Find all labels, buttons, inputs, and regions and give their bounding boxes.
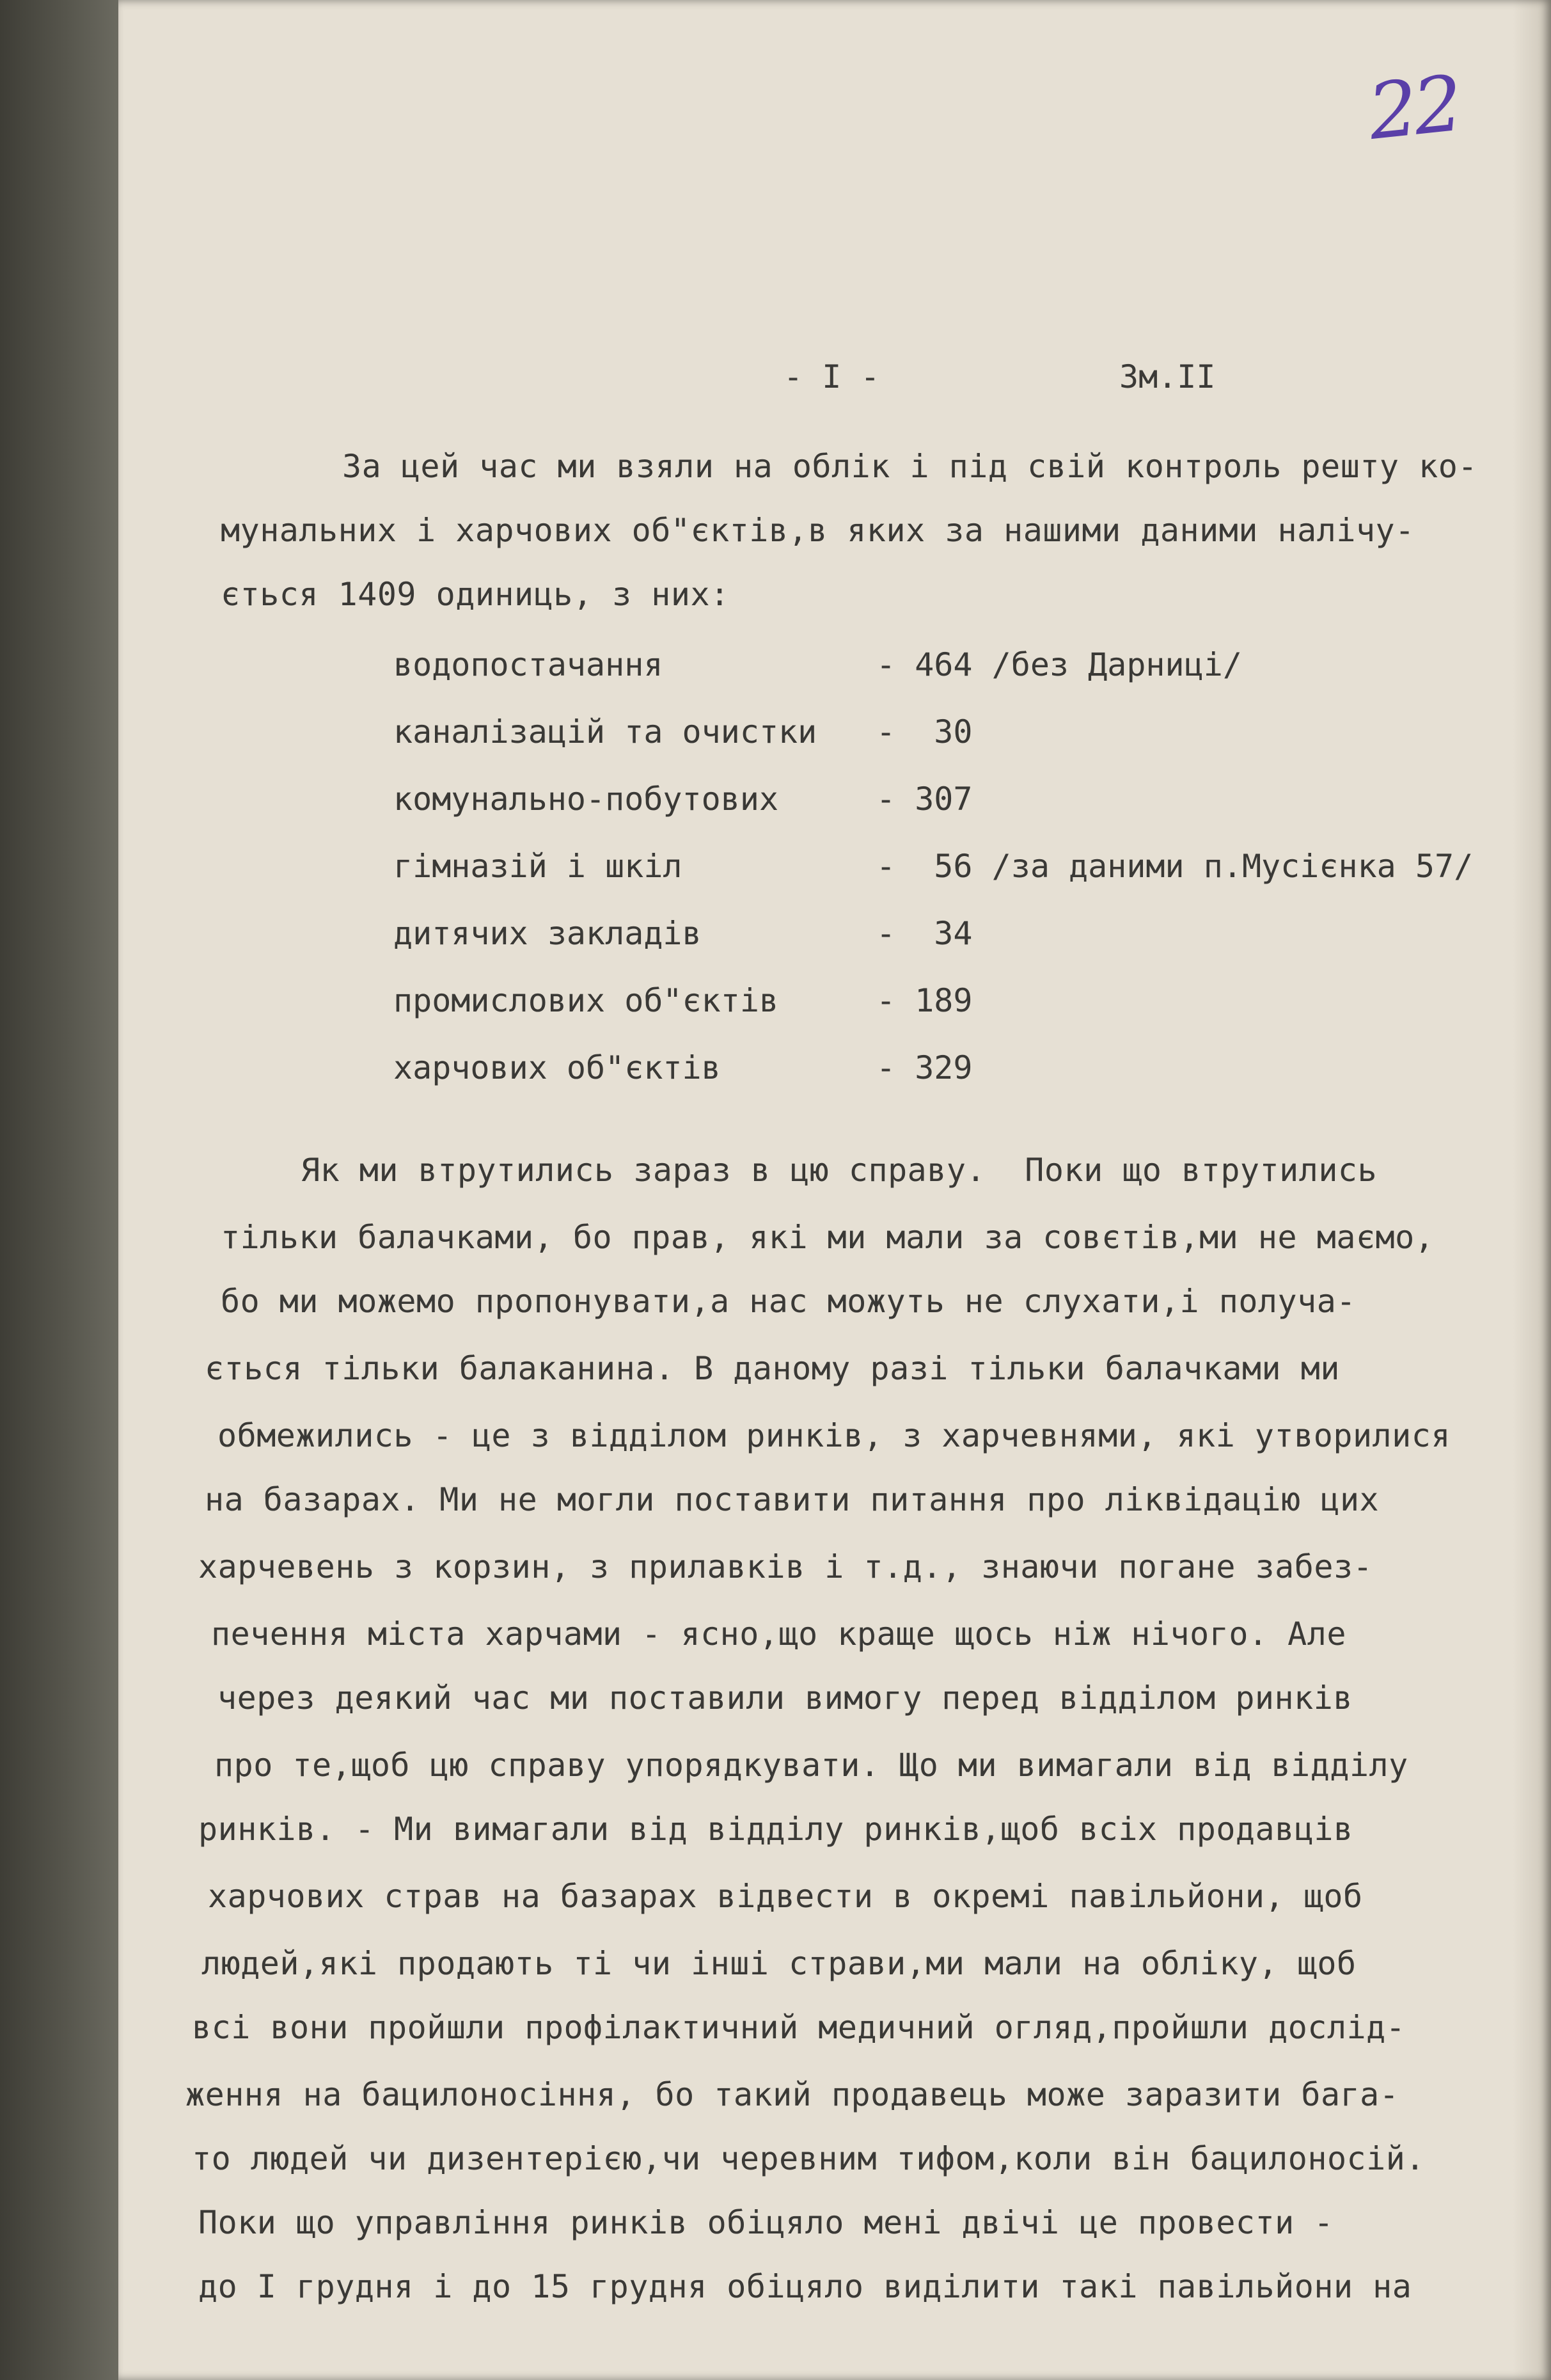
sheet-number-handwritten: 22: [1364, 60, 1463, 157]
body-line: обмежились - це з відділом ринків, з харчевнями, які утворилися: [217, 1417, 1451, 1454]
intro-line: мунальних і харчових об"єктів,в яких за нашими даними налічу-: [221, 512, 1415, 549]
body-line: через деякий час ми поставили вимогу перед відділом ринків: [217, 1679, 1353, 1717]
body-line: ринків. - Ми вимагали від відділу ринків,щоб всіх продавців: [198, 1811, 1353, 1848]
body-line: харчевень з корзин, з прилавків і т.д., знаючи погане забез-: [198, 1548, 1373, 1585]
body-line: Поки що управління ринків обіцяло мені двічі це провести -: [198, 2204, 1334, 2241]
body-line: людей,які продають ті чи інші страви,ми мали на обліку, щоб: [201, 1945, 1357, 1982]
object-category-label: водопостачання: [393, 646, 663, 683]
intro-line: За цей час ми взяли на облік і під свій контроль решту ко-: [342, 448, 1477, 485]
body-line: то людей чи дизентерією,чи черевним тифом,коли він бацилоносій.: [192, 2140, 1425, 2177]
object-category-value: - 464 /без Дарниці/: [876, 646, 1242, 683]
object-category-label: каналізацій та очистки: [393, 713, 817, 750]
object-category-label: гімназій і шкіл: [393, 848, 682, 885]
body-line: ється тільки балаканина. В даному разі тільки балачками ми: [205, 1350, 1340, 1387]
body-line: печення міста харчами - ясно,що краще щось ніж нічого. Але: [211, 1615, 1346, 1653]
page-marker: - I -: [783, 358, 880, 395]
object-category-label: дитячих закладів: [393, 915, 702, 952]
object-category-label: харчових об"єктів: [393, 1049, 721, 1086]
archive-background: [0, 0, 118, 2380]
object-category-value: - 34: [876, 915, 973, 952]
body-line: тільки балачками, бо прав, які ми мали за совєтів,ми не маємо,: [221, 1219, 1435, 1256]
object-category-label: промислових об"єктів: [393, 982, 779, 1019]
body-line: Як ми втрутились зараз в цю справу. Поки що втрутились: [301, 1152, 1378, 1189]
object-category-value: - 307: [876, 781, 973, 818]
body-line: харчових страв на базарах відвести в окремі павільйони, щоб: [208, 1878, 1363, 1915]
body-line: ження на бацилоносіння, бо такий продавець може заразити бага-: [185, 2076, 1399, 2113]
body-line: до І грудня і до 15 грудня обіцяло виділити такі павільйони на: [198, 2268, 1412, 2305]
object-category-label: комунально-побутових: [393, 781, 779, 818]
object-category-value: - 189: [876, 982, 973, 1019]
body-line: на базарах. Ми не могли поставити питання про ліквідацію цих: [205, 1481, 1380, 1518]
object-category-value: - 329: [876, 1049, 973, 1086]
body-line: всі вони пройшли профілактичний медичний огляд,пройшли дослід-: [192, 2009, 1406, 2046]
reference-code: Зм.II: [1119, 358, 1216, 395]
intro-line: ється 1409 одиниць, з них:: [221, 576, 730, 613]
object-category-value: - 30: [876, 713, 973, 750]
body-line: про те,щоб цю справу упорядкувати. Що ми вимагали від відділу: [214, 1747, 1408, 1784]
paper-edge-shadow: [1513, 0, 1551, 2380]
object-category-value: - 56 /за даними п.Мусієнка 57/: [876, 848, 1474, 885]
body-line: бо ми можемо пропонувати,а нас можуть не слухати,і получа-: [221, 1283, 1356, 1320]
